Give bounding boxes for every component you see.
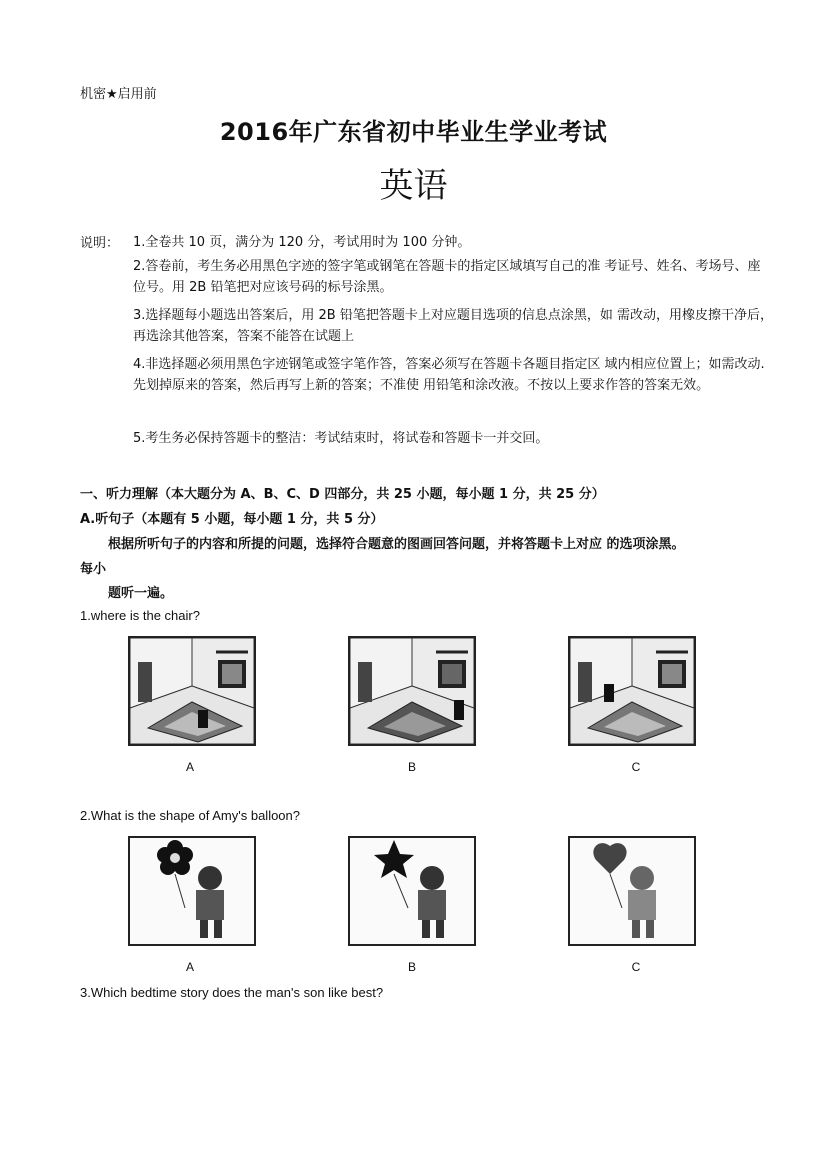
question-2: 2.What is the shape of Amy's balloon? [80,808,300,823]
exam-title: 2016年广东省初中毕业生学业考试 [219,118,608,146]
section-title: 一、听力理解（本大题分为 A、B、C、D 四部分，共 25 小题，每小题 1 分，共 25 分） [80,487,605,502]
q2-option-c: C [631,960,641,974]
question-1: 1.where is the chair? [80,608,200,623]
q2-option-a: A [185,960,194,974]
part-a-directions-cont: 每小 [80,562,107,577]
room-picture-b [348,636,476,746]
confidential-mark: 机密★启用前 [80,87,157,102]
balloon-picture-a [128,836,256,946]
q2-option-b: B [407,960,416,974]
instruction-item-2: 2.答卷前，考生务必用黑色字迹的签字笔或钢笔在答题卡的指定区域填写自己的准 考证号、姓名、考场号、座位号。用 2B 铅笔把对应该号码的标号涂黑。 [133,259,761,295]
room-picture-c [568,636,696,746]
q1-option-b: B [407,760,416,774]
part-a-directions: 根据所听句子的内容和所提的问题，选择符合题意的图画回答问题，并将答题卡上对应 的选项涂黑。 [108,537,685,552]
instruction-item-5: 5.考生务必保持答题卡的整洁：考试结束时，将试卷和答题卡一并交回。 [133,431,549,446]
balloon-picture-b [348,836,476,946]
part-a-title: A.听句子（本题有 5 小题，每小题 1 分，共 5 分） [80,512,384,527]
room-picture-a [128,636,256,746]
instruction-item-4: 4.非选择题必须用黑色字迹钢笔或签字笔作答，答案必须写在答题卡各题目指定区 域内相应位置上；如需改动.先划掉原来的答案，然后再写上新的答案；不准使 用铅笔和涂改液。不按以上要求作答的答案无效。 [133,357,765,393]
q1-option-c: C [631,760,641,774]
part-a-directions-end: 题听一遍。 [108,586,174,601]
instruction-item-1: 1.全卷共 10 页，满分为 120 分，考试用时为 100 分钟。 [133,235,471,250]
question-3: 3.Which bedtime story does the man's son like best? [80,985,384,1000]
exam-subject: 英语 [379,166,448,206]
q1-option-a: A [185,760,194,774]
instruction-item-3: 3.选择题每小题选出答案后，用 2B 铅笔把答题卡上对应题目选项的信息点涂黑，如 需改动，用橡皮擦干净后，再选涂其他答案，答案不能答在试题上 [133,308,773,344]
balloon-picture-c [568,836,696,946]
instructions-label: 说明： [80,236,120,251]
